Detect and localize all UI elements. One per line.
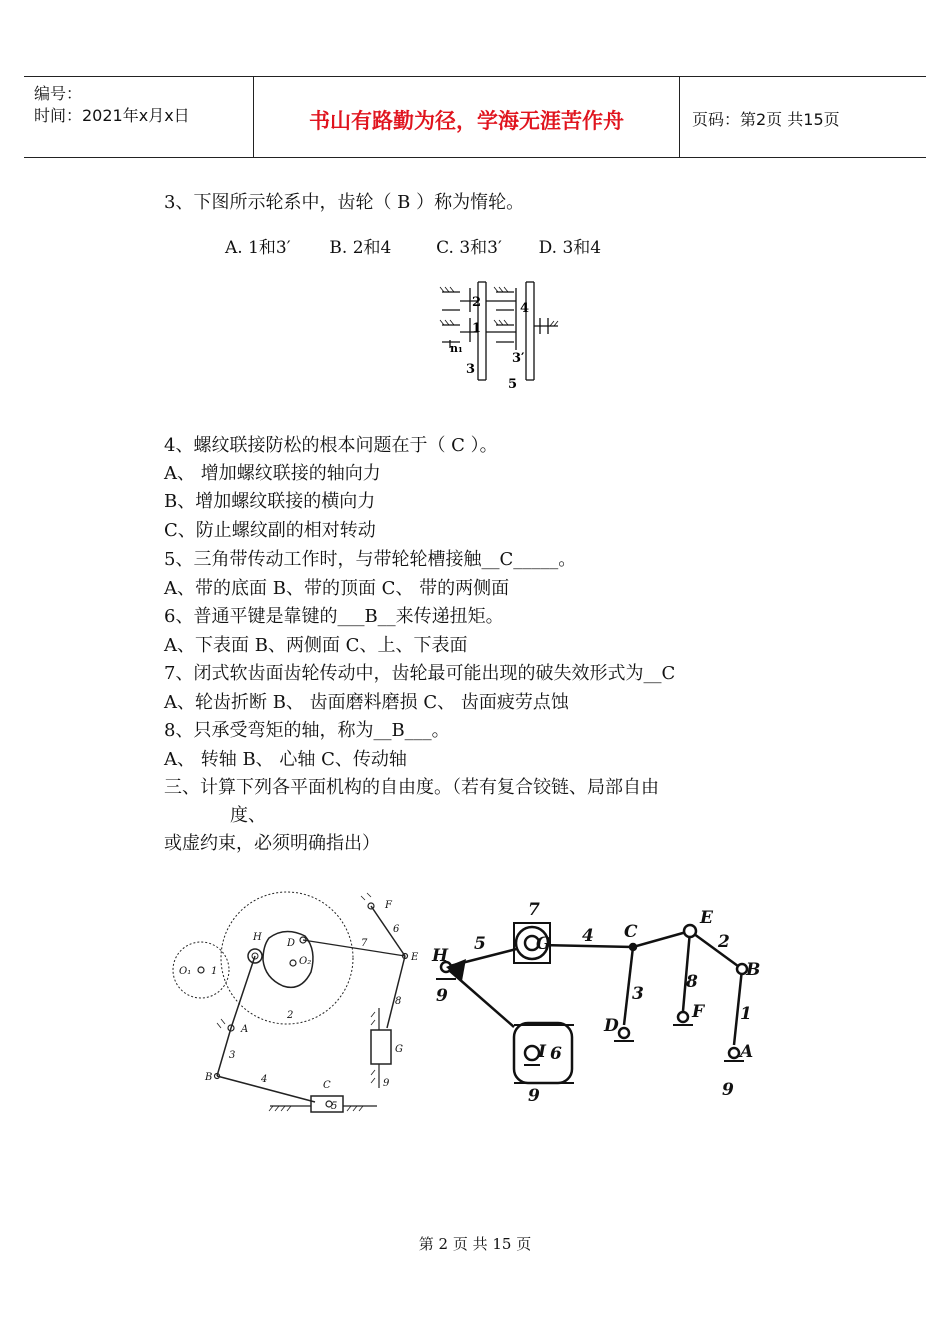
question-4-stem: 4、螺纹联接防松的根本问题在于（ C ）。 bbox=[164, 435, 498, 456]
question-4-option-b: B、增加螺纹联接的横向力 bbox=[164, 491, 376, 512]
gear-label: 3 bbox=[466, 362, 476, 377]
mechanism-label: C bbox=[323, 1080, 331, 1091]
gear-label: 5 bbox=[508, 377, 518, 392]
mechanism-label: 6 bbox=[550, 1044, 562, 1064]
question-6-stem: 6、普通平键是靠键的___B__来传递扭矩。 bbox=[164, 606, 504, 627]
mechanism-label: F bbox=[385, 900, 392, 911]
question-3-options bbox=[225, 233, 601, 258]
mechanism-label: 7 bbox=[361, 938, 368, 949]
mechanism-label: 8 bbox=[686, 972, 698, 992]
mechanism-label: G bbox=[395, 1044, 403, 1055]
mechanism-label: 2 bbox=[718, 932, 730, 952]
gear-label: 1 bbox=[472, 321, 482, 336]
time-label: 时间：2021年x月x日 bbox=[34, 106, 190, 125]
header-motto: 书山有路勤为径，学海无涯苦作舟 bbox=[309, 109, 624, 133]
gear-label: 4 bbox=[520, 301, 530, 316]
option-a: A. 1和3′ bbox=[225, 238, 291, 258]
question-7-options: A、轮齿折断 B、 齿面磨料磨损 C、 齿面疲劳点蚀 bbox=[164, 692, 569, 713]
mechanism-label: 5 bbox=[474, 934, 486, 954]
mechanism-label: D bbox=[287, 938, 296, 949]
mechanism-label: G bbox=[536, 934, 551, 954]
mechanism-label: O₂ bbox=[299, 956, 312, 967]
section-3-title: 三、计算下列各平面机构的自由度。（若有复合铰链、局部自由 bbox=[164, 777, 659, 798]
mechanism-label: B bbox=[746, 960, 761, 980]
mechanism-label: 6 bbox=[393, 924, 400, 935]
mechanism-label: 9 bbox=[528, 1086, 540, 1106]
page-footer: 第 2 页 共 15 页 bbox=[418, 1235, 532, 1253]
mechanism-label: I bbox=[538, 1042, 546, 1062]
mechanism-label: B bbox=[205, 1072, 213, 1083]
gear-label: n₁ bbox=[450, 342, 463, 355]
section-3-title-end: 或虚约束，必须明确指出） bbox=[164, 833, 380, 854]
mechanism-label: A bbox=[740, 1042, 754, 1062]
header-divider bbox=[679, 77, 680, 157]
mechanism-label: C bbox=[624, 922, 638, 942]
option-d: D. 3和4 bbox=[538, 238, 602, 258]
question-8-options: A、 转轴 B、 心轴 C、传动轴 bbox=[164, 749, 407, 770]
mechanism-label: O₁ bbox=[179, 966, 192, 977]
mechanism-label: 4 bbox=[582, 926, 594, 946]
mechanism-label: 9 bbox=[436, 986, 448, 1006]
section-3-title-cont: 度、 bbox=[230, 805, 266, 826]
mechanism-label: 1 bbox=[740, 1004, 752, 1024]
number-label: 编号： bbox=[34, 84, 83, 103]
mechanism-label: 3 bbox=[632, 984, 644, 1004]
gear-train-figure bbox=[430, 280, 580, 395]
mechanism-label: 2 bbox=[287, 1010, 294, 1021]
mechanism-label: 1 bbox=[211, 966, 218, 977]
question-6-options: A、下表面 B、两侧面 C、上、下表面 bbox=[164, 635, 468, 656]
mechanism-label: 3 bbox=[229, 1050, 236, 1061]
mechanism-label: 5 bbox=[331, 1101, 338, 1112]
mechanism-label: E bbox=[411, 952, 419, 963]
mechanism-label: 9 bbox=[383, 1078, 390, 1089]
mechanism-label: 9 bbox=[722, 1080, 734, 1100]
question-5-options: A、带的底面 B、带的顶面 C、 带的两侧面 bbox=[164, 578, 510, 599]
mechanism-label: H bbox=[432, 946, 449, 966]
mechanism-label: E bbox=[700, 908, 713, 928]
question-3-stem: 3、下图所示轮系中，齿轮（ B ）称为惰轮。 bbox=[164, 192, 525, 213]
page-header bbox=[24, 76, 926, 158]
option-b: B. 2和4 bbox=[329, 238, 392, 258]
mechanism-label: H bbox=[253, 932, 262, 943]
mechanism-1-figure bbox=[165, 888, 425, 1123]
mechanism-2-figure bbox=[428, 895, 778, 1110]
question-4-option-c: C、防止螺纹副的相对转动 bbox=[164, 520, 376, 541]
question-4-option-a: A、 增加螺纹联接的轴向力 bbox=[164, 463, 381, 484]
mechanism-label: D bbox=[604, 1016, 619, 1036]
gear-label: 3′ bbox=[512, 351, 525, 366]
mechanism-label: F bbox=[692, 1002, 705, 1022]
mechanism-label: A bbox=[241, 1024, 249, 1035]
gear-label: 2 bbox=[472, 295, 482, 310]
mechanism-label: 7 bbox=[528, 900, 540, 920]
page-info: 页码：第2页 共15页 bbox=[692, 110, 840, 129]
question-8-stem: 8、只承受弯矩的轴，称为__B___。 bbox=[164, 720, 450, 741]
question-7-stem: 7、闭式软齿面齿轮传动中，齿轮最可能出现的破失效形式为__C bbox=[164, 663, 676, 684]
question-5-stem: 5、三角带传动工作时，与带轮轮槽接触__C_____。 bbox=[164, 549, 577, 570]
mechanism-label: 8 bbox=[395, 996, 402, 1007]
header-meta bbox=[34, 83, 190, 127]
option-c: C. 3和3′ bbox=[436, 238, 502, 258]
mechanism-label: 4 bbox=[261, 1074, 268, 1085]
